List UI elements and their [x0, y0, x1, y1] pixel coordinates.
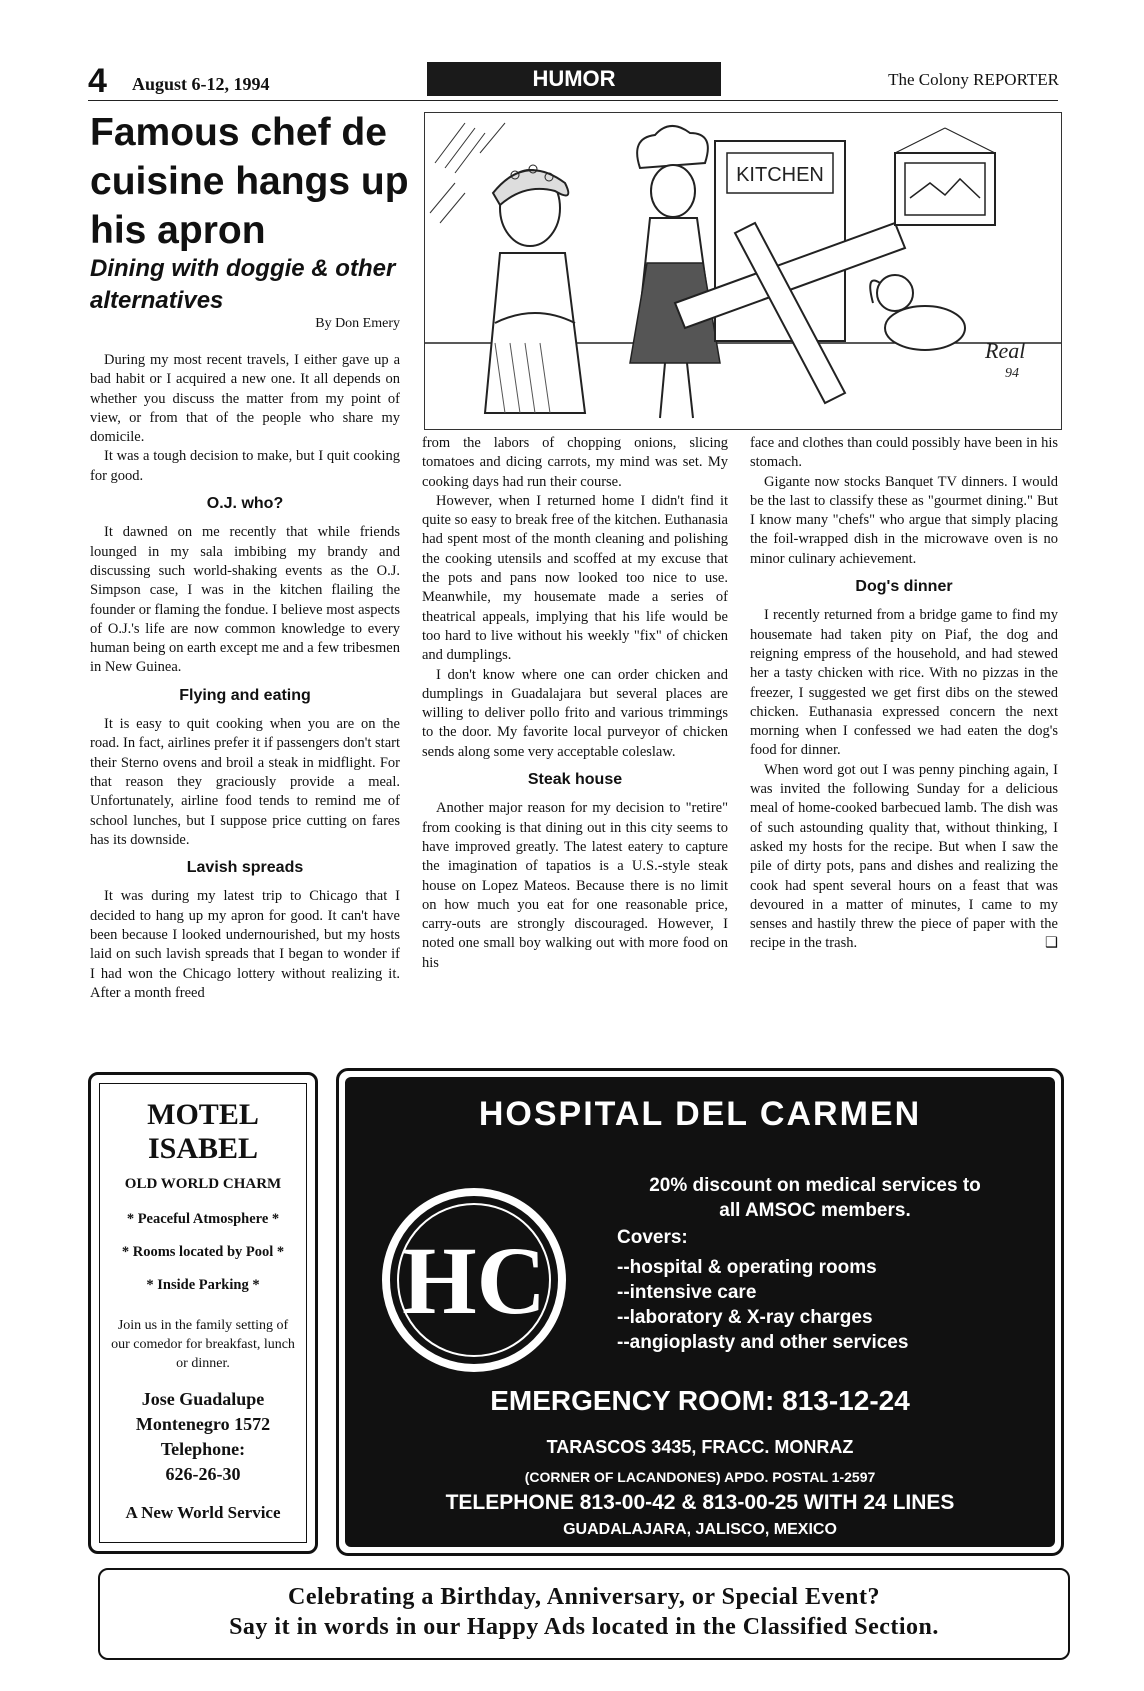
hospital-logo-icon: [379, 1185, 569, 1375]
subhead: Flying and eating: [179, 686, 311, 704]
covers-label: Covers:: [617, 1227, 688, 1248]
top-rule: [88, 100, 1058, 101]
covers-list: [617, 1255, 908, 1355]
hospital-logo-letters: HC: [402, 1227, 546, 1334]
motel-contact-name2: Montenegro 1572: [135, 1414, 271, 1434]
discount-line: 20% discount on medical services to: [649, 1175, 981, 1196]
motel-phone-label: Telephone:: [160, 1439, 246, 1459]
motel-isabel-ad: [88, 1072, 318, 1554]
paragraph: I don't know where one can order chicken and dumplings in Guadalajara but several places are willing to deliver pollo frito and various trimmings to the door. My favorite local purveyor of chicken sends along some very acceptable coleslaw.: [422, 666, 728, 760]
cartoon-signature: Real: [985, 338, 1026, 363]
covers-item: --angioplasty and other services: [617, 1332, 909, 1353]
subhead: Lavish spreads: [186, 859, 304, 877]
paragraph-text: When word got out I was penny pinching again, I was invited the following Sunday for a delicious meal of home-cooked barbecued lamb. The dish was of such astounding quality that, without thinking, I asked my hosts for the recipe. But when I saw the pile of dirty pots, pans and dishes and realizing the cook had spent several hours on a feast that was devoured in a matter of minutes, I came to my senses and hastily threw the piece of paper with the recipe in the trash.: [750, 761, 1058, 952]
hospital-city: GUADALAJARA, JALISCO, MEXICO: [563, 1521, 837, 1538]
motel-contact-name1: Jose Guadalupe: [141, 1389, 265, 1409]
paragraph: face and clothes than could possibly have been in his stomach.: [750, 435, 1058, 471]
article-column-3: [750, 434, 1058, 954]
paragraph: I recently returned from a bridge game to find my housemate had taken pity on Piaf, the dog and reigning empress of the household, and had stewed her a tasty chicken with rice. With no pizzas in the freezer, I suggested we get first dibs on the stewed chicken. Euthanasia expressed concern the next morning when I confessed we had eaten the dog's food for dinner.: [750, 607, 1058, 759]
discount-line: all AMSOC members.: [719, 1200, 911, 1221]
hospital-del-carmen-ad: [336, 1068, 1064, 1556]
motel-title-line2: ISABEL: [147, 1132, 259, 1165]
issue-date: August 6-12, 1994: [132, 74, 270, 94]
article-byline: By Don Emery: [315, 316, 400, 331]
hospital-telephone: TELEPHONE 813-00-42 & 813-00-25 WITH 24 LINES: [445, 1491, 955, 1514]
hospital-title: HOSPITAL DEL CARMEN: [478, 1095, 922, 1133]
cartoon-signature-year: 94: [1005, 366, 1019, 381]
covers-item: --intensive care: [617, 1282, 757, 1303]
subhead: Steak house: [527, 771, 623, 789]
hospital-address-corner: (CORNER OF LACANDONES) APDO. POSTAL 1-2597: [524, 1469, 876, 1485]
article-headline: Famous chef de cuisine hangs up his apron: [90, 111, 409, 252]
cartoon-illustration: [424, 112, 1062, 430]
banner-line2: Say it in words in our Happy Ads located in the Classified Section.: [229, 1614, 939, 1640]
motel-footer: A New World Service: [125, 1503, 281, 1522]
article-column-2: [422, 434, 728, 973]
covers-item: --hospital & operating rooms: [617, 1257, 877, 1278]
paragraph: It is easy to quit cooking when you are on the road. In fact, airlines prefer it if passengers don't start their Sterno ovens and broil a steak in midflight. For that reason they graciously provide a meal. Unfortunately, airline food tends to remind me of school lunches, but I suppose price cutting on fares has its downside.: [90, 716, 400, 848]
subhead: O.J. who?: [206, 495, 284, 513]
article-column-1: [90, 351, 400, 1003]
motel-phone: 626-26-30: [165, 1464, 241, 1484]
emergency-room-number: EMERGENCY ROOM: 813-12-24: [490, 1385, 910, 1416]
paragraph: However, when I returned home I didn't find it quite so easy to break free of the kitchen. Euthanasia had spent most of the month cleaning and polishing the cooking utensils and scoffed at my excuse that the pots and pans now looked too nice to use. Meanwhile, my housemate made a series of theatrical appeals, implying that his life would be too hard to live without his weekly "fix" of chicken and dumplings.: [422, 492, 728, 664]
covers-item: --laboratory & X-ray charges: [617, 1307, 873, 1328]
article-deck: Dining with doggie & other alternatives: [90, 255, 396, 314]
motel-feature: * Rooms located by Pool *: [121, 1244, 285, 1260]
page-number: 4: [88, 62, 107, 100]
hospital-discount: [605, 1173, 1025, 1223]
paragraph: It dawned on me recently that while friends lounged in my sala imbibing my brandy and discussing such world-shaking events as the O.J. Simpson case, I was in the kitchen flailing the founder or flaming the fondue. I believe most aspects of O.J.'s life are now common knowledge to every human being on earth except me and a few tribesmen in New Guinea.: [90, 524, 400, 676]
paragraph: Gigante now stocks Banquet TV dinners. I would be the last to classify these as "gourmet dining." But I know many "chefs" who argue that simply placing the foil-wrapped dish in the microwave oven is no minor culinary achievement.: [750, 473, 1058, 567]
motel-feature: * Inside Parking *: [146, 1277, 260, 1293]
paragraph: During my most recent travels, I either gave up a bad habit or I acquired a new one. It all depends on whether you discuss the matter from my point of view, or from that of the people who share my domicile.: [90, 352, 400, 446]
motel-description: Join us in the family setting of our comedor for breakfast, lunch or dinner.: [111, 1318, 295, 1371]
motel-feature: * Peaceful Atmosphere *: [126, 1211, 280, 1227]
end-mark: ❑: [1045, 935, 1058, 952]
cartoon-drawing: [425, 113, 1061, 429]
section-label: HUMOR: [427, 62, 721, 96]
paragraph: It was during my latest trip to Chicago that I decided to hang up my apron for good. It can't have been because I looked undernourished, but my hosts laid on such lavish spreads that I began to wonder if I had won the Chicago lottery without realizing it. After a month freed: [90, 888, 400, 1001]
paragraph: It was a tough decision to make, but I quit cooking for good.: [90, 448, 400, 484]
happy-ads-banner: [98, 1568, 1070, 1660]
motel-subtitle: OLD WORLD CHARM: [124, 1176, 282, 1192]
hospital-address: TARASCOS 3435, FRACC. MONRAZ: [546, 1437, 854, 1457]
newspaper-name: The Colony REPORTER: [888, 70, 1059, 89]
subhead: Dog's dinner: [855, 578, 953, 596]
banner-line1: Celebrating a Birthday, Anniversary, or Special Event?: [288, 1584, 880, 1610]
paragraph: Another major reason for my decision to "retire" from cooking is that dining out in this city seems to have improved greatly. The latest eatery to capture the imagination of tapatios is a U.S.-style steak house on Lopez Mateos. Because there is no limit on how much you eat for one reasonable price, carry-outs are strongly discouraged. However, I noted one small boy walking out with more food on his: [422, 800, 728, 971]
paragraph: from the labors of chopping onions, slicing tomatoes and dicing carrots, my mind was set. My cooking days had run their course.: [422, 435, 728, 490]
paragraph: [750, 761, 1058, 954]
cartoon-kitchen-sign: KITCHEN: [736, 164, 824, 186]
motel-title-line1: MOTEL: [147, 1098, 259, 1131]
